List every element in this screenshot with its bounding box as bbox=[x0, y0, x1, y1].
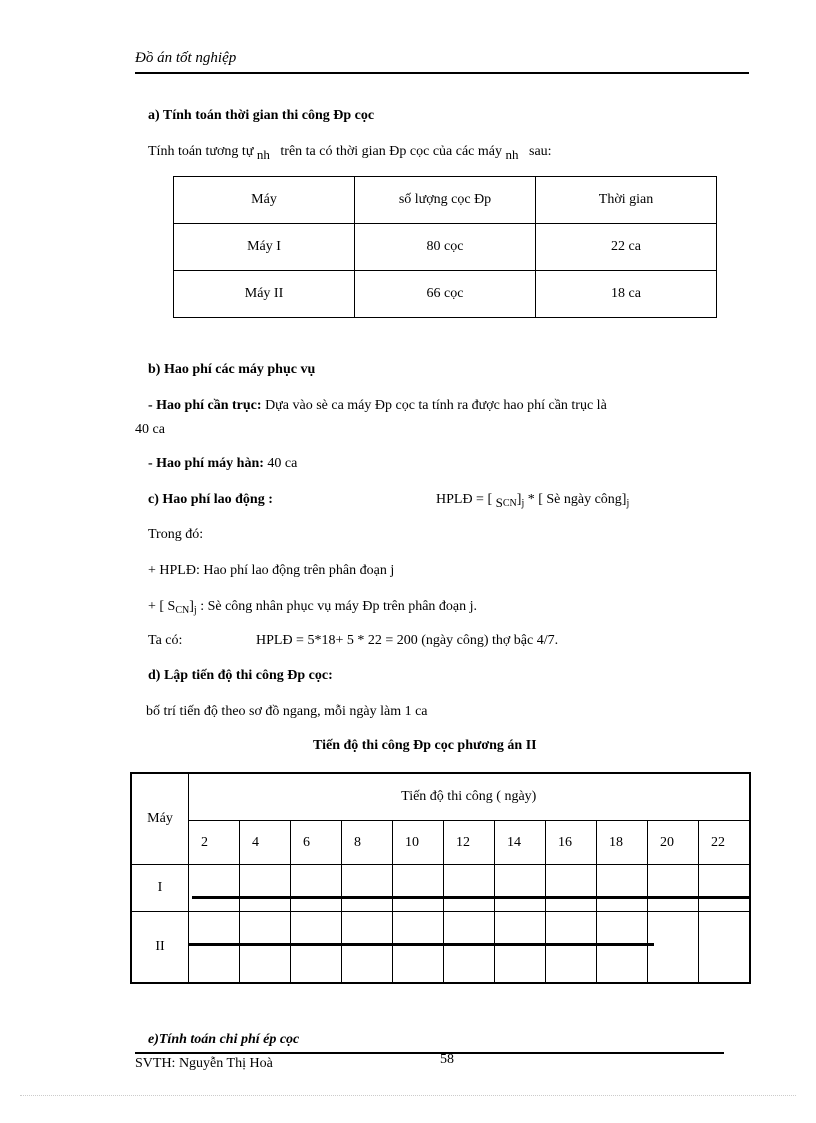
machine-time-table bbox=[173, 176, 717, 318]
labor-formula bbox=[436, 492, 629, 511]
schedule-cell bbox=[342, 865, 393, 912]
footer-divider bbox=[135, 1052, 724, 1054]
table-cell: 18 ca bbox=[536, 271, 717, 318]
day-label: 6 bbox=[291, 821, 342, 865]
schedule-cell bbox=[648, 865, 699, 912]
crane-text-continued: 40 ca bbox=[135, 422, 165, 437]
day-label: 16 bbox=[546, 821, 597, 865]
formula-j1: j bbox=[521, 498, 525, 509]
trong-do-label: Trong đó: bbox=[148, 527, 204, 542]
def2-cn: CN bbox=[175, 605, 190, 616]
section-a-text-part2: trên ta có thời gian Đp cọc của các máy bbox=[280, 144, 502, 159]
table-cell: 22 ca bbox=[536, 224, 717, 271]
schedule-cell bbox=[291, 912, 342, 984]
section-a-heading: a) Tính toán thời gian thi công Đp cọc bbox=[148, 108, 375, 123]
schedule-bar-machine-2 bbox=[189, 943, 654, 946]
schedule-cell bbox=[444, 865, 495, 912]
table-cell: 80 cọc bbox=[355, 224, 536, 271]
schedule-cell bbox=[597, 912, 648, 984]
page-edge-dots bbox=[20, 1095, 796, 1096]
table-cell: Máy II bbox=[174, 271, 355, 318]
section-a-text-part1: Tính toán tương tự bbox=[148, 144, 254, 159]
taco-formula: HPLĐ = 5*18+ 5 * 22 = 200 (ngày công) thợ bậc 4/7. bbox=[256, 633, 559, 648]
schedule-cell bbox=[189, 865, 240, 912]
schedule-cell bbox=[240, 912, 291, 984]
header-divider bbox=[135, 72, 749, 74]
schedule-row-machine-1 bbox=[131, 865, 750, 912]
def2-bracket: ] bbox=[189, 599, 194, 614]
def2-part: + [ S bbox=[148, 599, 176, 614]
formula-bracket: ] bbox=[516, 492, 522, 507]
day-label: 8 bbox=[342, 821, 393, 865]
def2-text: : Sè công nhân phục vụ máy Đp trên phân đoạn j. bbox=[200, 599, 478, 614]
schedule-cell bbox=[393, 912, 444, 984]
header-cell-time: Thời gian bbox=[536, 177, 717, 224]
schedule-machine-header: Máy bbox=[131, 773, 189, 865]
formula-part2: * [ Sè ngày công] bbox=[527, 492, 627, 507]
crane-text: Dựa vào sè ca máy Đp cọc ta tính ra được hao phí cần trục là bbox=[265, 398, 607, 413]
section-b-heading: b) Hao phí các máy phục vụ bbox=[148, 362, 316, 377]
page-number: 58 bbox=[440, 1052, 454, 1067]
welder-label: - Hao phí máy hàn: bbox=[148, 456, 264, 471]
schedule-bar-machine-1 bbox=[192, 896, 751, 899]
section-a-text bbox=[148, 144, 552, 163]
day-label: 10 bbox=[393, 821, 444, 865]
day-label: 20 bbox=[648, 821, 699, 865]
crane-label: - Hao phí cần trục: bbox=[148, 398, 262, 413]
schedule-table bbox=[130, 772, 751, 984]
section-e-heading: e)Tính toán chi phí ép cọc bbox=[148, 1032, 300, 1047]
schedule-title: Tiến độ thi công Đp cọc phương án II bbox=[313, 738, 537, 753]
document-header-title: Đồ án tốt nghiệp bbox=[135, 50, 237, 66]
section-a-sub1: nh bbox=[256, 147, 270, 162]
schedule-cell bbox=[444, 912, 495, 984]
schedule-cell bbox=[546, 865, 597, 912]
schedule-cell bbox=[495, 865, 546, 912]
schedule-cell bbox=[699, 865, 750, 912]
machine-label: I bbox=[131, 865, 189, 912]
schedule-cell bbox=[393, 865, 444, 912]
day-label: 14 bbox=[495, 821, 546, 865]
crane-line bbox=[148, 398, 607, 414]
taco-label: Ta có: bbox=[148, 633, 183, 648]
table-header-row bbox=[174, 177, 717, 224]
schedule-header-row bbox=[131, 773, 750, 821]
table-row bbox=[174, 224, 717, 271]
header-cell-machine: Máy bbox=[174, 177, 355, 224]
day-label: 2 bbox=[189, 821, 240, 865]
schedule-cell bbox=[189, 912, 240, 984]
def2-j: j bbox=[193, 605, 197, 616]
schedule-cell bbox=[342, 912, 393, 984]
day-label: 12 bbox=[444, 821, 495, 865]
day-label: 18 bbox=[597, 821, 648, 865]
formula-s: S bbox=[495, 495, 503, 510]
section-a-text-part3: sau: bbox=[529, 144, 552, 159]
schedule-days-row bbox=[131, 821, 750, 865]
section-c-heading: c) Hao phí lao động : bbox=[148, 492, 273, 507]
section-d-text: bố trí tiến độ theo sơ đồ ngang, mỗi ngày làm 1 ca bbox=[146, 704, 428, 719]
schedule-cell bbox=[240, 865, 291, 912]
schedule-row-machine-2 bbox=[131, 912, 750, 984]
machine-label: II bbox=[131, 912, 189, 984]
formula-j2: j bbox=[626, 498, 630, 509]
definition-scn bbox=[148, 599, 477, 616]
table-cell: 66 cọc bbox=[355, 271, 536, 318]
header-cell-pile-count: số lượng cọc Đp bbox=[355, 177, 536, 224]
formula-cn: CN bbox=[502, 498, 517, 509]
table-row bbox=[174, 271, 717, 318]
schedule-cell bbox=[546, 912, 597, 984]
formula-part: HPLĐ = [ bbox=[436, 492, 493, 507]
schedule-cell bbox=[699, 912, 750, 984]
welder-text: 40 ca bbox=[267, 456, 298, 471]
schedule-cell bbox=[648, 912, 699, 984]
section-a-sub2: nh bbox=[505, 147, 519, 162]
schedule-cell bbox=[291, 865, 342, 912]
day-label: 22 bbox=[699, 821, 750, 865]
welder-line bbox=[148, 456, 297, 472]
day-label: 4 bbox=[240, 821, 291, 865]
schedule-cell bbox=[495, 912, 546, 984]
table-cell: Máy I bbox=[174, 224, 355, 271]
definition-hpld: + HPLĐ: Hao phí lao động trên phân đoạn j bbox=[148, 563, 395, 578]
schedule-cell bbox=[597, 865, 648, 912]
section-d-heading: d) Lập tiến độ thi công Đp cọc: bbox=[148, 668, 333, 683]
schedule-progress-header: Tiến độ thi công ( ngày) bbox=[189, 773, 750, 821]
footer-student: SVTH: Nguyễn Thị Hoà bbox=[135, 1056, 273, 1071]
